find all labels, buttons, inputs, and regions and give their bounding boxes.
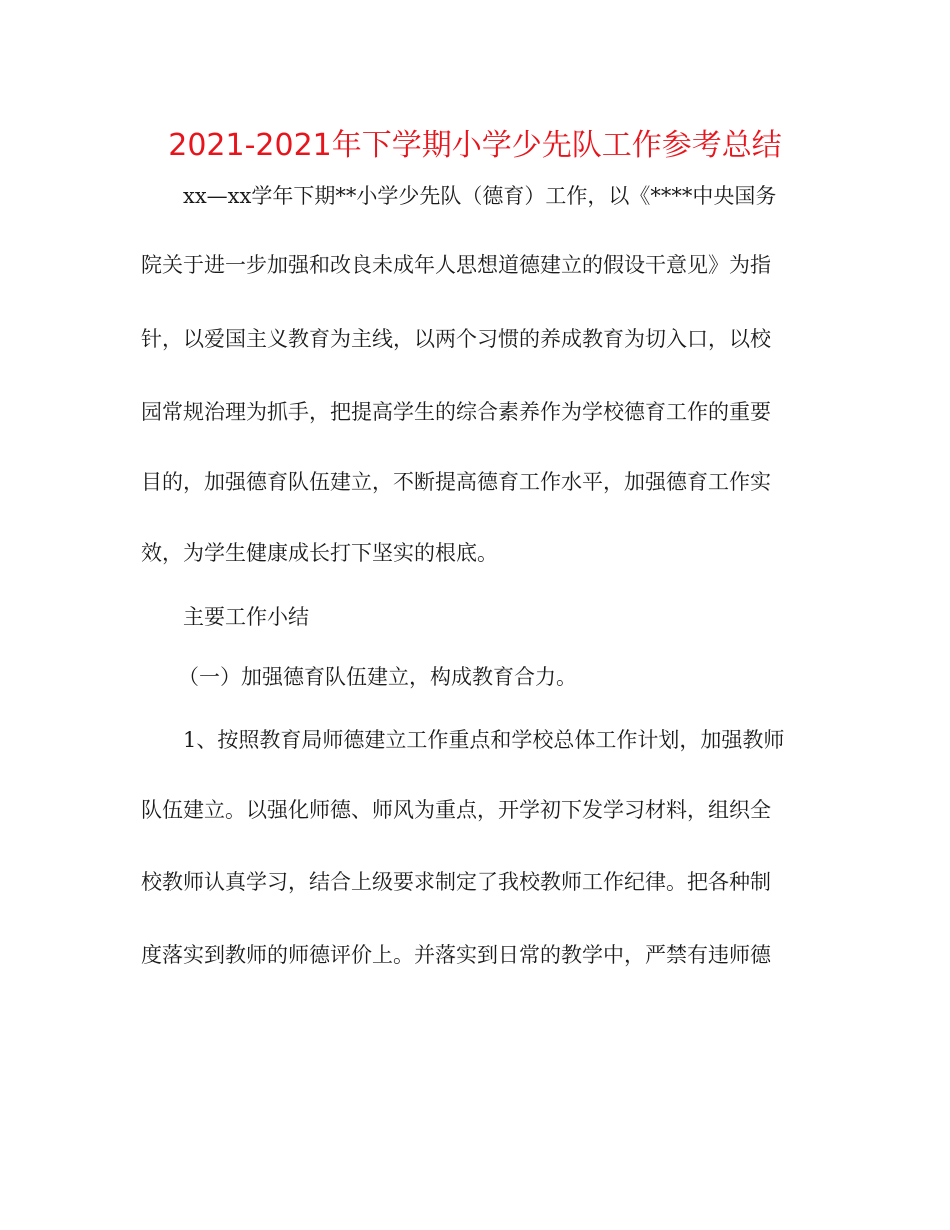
paragraph-line-11: 校教师认真学习，结合上级要求制定了我校教师工作纪律。把各种制 <box>141 870 771 894</box>
paragraph-line-10: 队伍建立。以强化师德、师风为重点，开学初下发学习材料，组织全 <box>141 798 771 822</box>
paragraph-line-9: 1、按照教育局师德建立工作重点和学校总体工作计划，加强教师 <box>183 728 785 752</box>
paragraph-line-3: 针，以爱国主义教育为主线，以两个习惯的养成教育为切入口，以校 <box>141 327 771 351</box>
subsection-heading: （一）加强德育队伍建立，构成教育合力。 <box>178 665 577 689</box>
document-title: 2021-2021年下学期小学少先队工作参考总结 <box>168 128 782 163</box>
paragraph-line-6: 效，为学生健康成长打下坚实的根底。 <box>141 541 498 565</box>
paragraph-line-2: 院关于进一步加强和改良未成年人思想道德建立的假设干意见》为指 <box>141 253 771 277</box>
paragraph-line-12: 度落实到教师的师德评价上。并落实到日常的教学中，严禁有违师德 <box>141 943 771 967</box>
paragraph-line-5: 目的，加强德育队伍建立，不断提高德育工作水平，加强德育工作实 <box>141 470 771 494</box>
paragraph-line-4: 园常规治理为抓手，把提高学生的综合素养作为学校德育工作的重要 <box>141 400 771 424</box>
paragraph-line-1: xx—xx学年下期**小学少先队（德育）工作，以《****中央国务 <box>183 184 777 208</box>
section-heading: 主要工作小结 <box>183 605 309 629</box>
